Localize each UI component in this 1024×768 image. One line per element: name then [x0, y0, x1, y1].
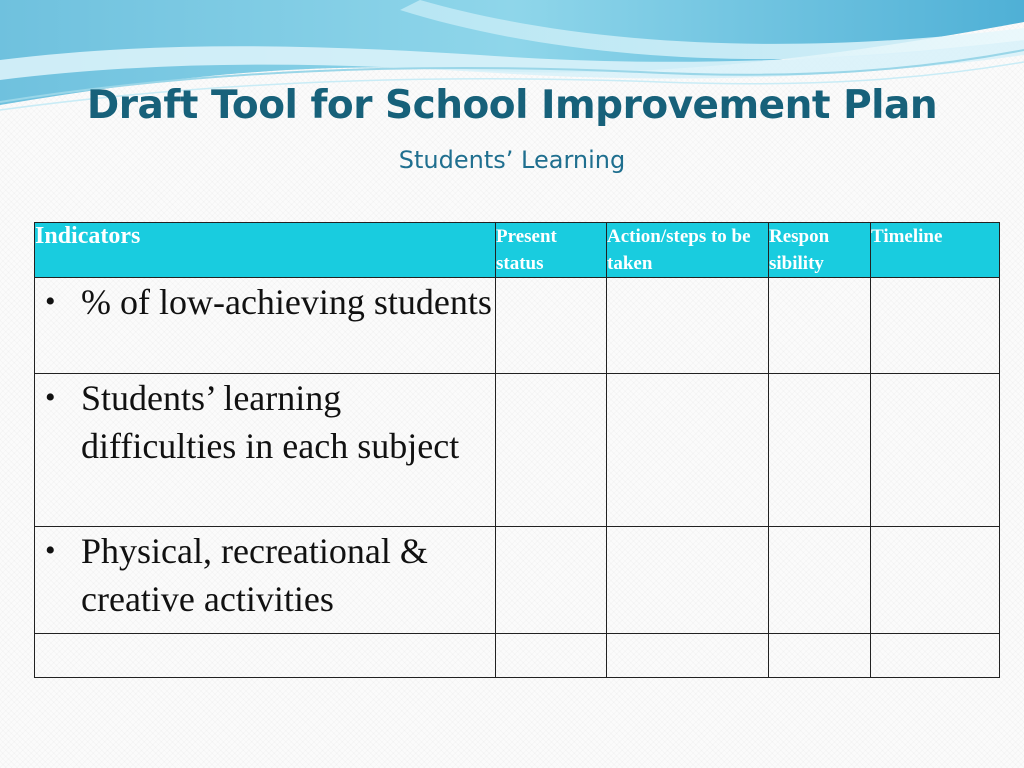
responsibility-cell[interactable] — [769, 634, 871, 678]
indicator-cell — [35, 527, 496, 634]
list-item — [35, 527, 495, 623]
bullet-icon: • — [45, 534, 56, 567]
improvement-plan-table — [34, 222, 1000, 678]
action-steps-cell[interactable] — [607, 374, 769, 527]
column-header-action-steps: Action/steps to be taken — [607, 223, 769, 278]
indicator-text: % of low-achieving students — [81, 282, 492, 322]
present-status-cell[interactable] — [496, 278, 607, 374]
action-steps-cell[interactable] — [607, 527, 769, 634]
action-steps-cell[interactable] — [607, 634, 769, 678]
column-header-responsibility: Respon sibility — [769, 223, 871, 278]
timeline-cell[interactable] — [871, 634, 1000, 678]
bullet-icon: • — [45, 285, 56, 318]
list-item — [35, 278, 495, 326]
list-item — [35, 374, 495, 470]
timeline-cell[interactable] — [871, 278, 1000, 374]
table-row — [35, 527, 1000, 634]
indicator-cell — [35, 374, 496, 527]
page-subtitle: Students’ Learning — [398, 146, 626, 174]
indicator-text: Students’ learning difficulties in each subject — [81, 378, 460, 466]
present-status-cell[interactable] — [496, 634, 607, 678]
column-header-indicators: Indicators — [35, 223, 496, 278]
page-title: Draft Tool for School Improvement Plan — [86, 83, 938, 128]
timeline-cell[interactable] — [871, 374, 1000, 527]
indicator-cell[interactable] — [35, 634, 496, 678]
column-header-present-status: Present status — [496, 223, 607, 278]
table-row — [35, 634, 1000, 678]
table-header-row — [35, 223, 1000, 278]
responsibility-cell[interactable] — [769, 374, 871, 527]
present-status-cell[interactable] — [496, 527, 607, 634]
table-row — [35, 278, 1000, 374]
timeline-cell[interactable] — [871, 527, 1000, 634]
column-header-timeline: Timeline — [871, 223, 1000, 278]
action-steps-cell[interactable] — [607, 278, 769, 374]
bullet-icon: • — [45, 381, 56, 414]
indicator-cell — [35, 278, 496, 374]
indicator-text: Physical, recreational & creative activities — [81, 531, 428, 619]
table-row — [35, 374, 1000, 527]
responsibility-cell[interactable] — [769, 527, 871, 634]
present-status-cell[interactable] — [496, 374, 607, 527]
responsibility-cell[interactable] — [769, 278, 871, 374]
